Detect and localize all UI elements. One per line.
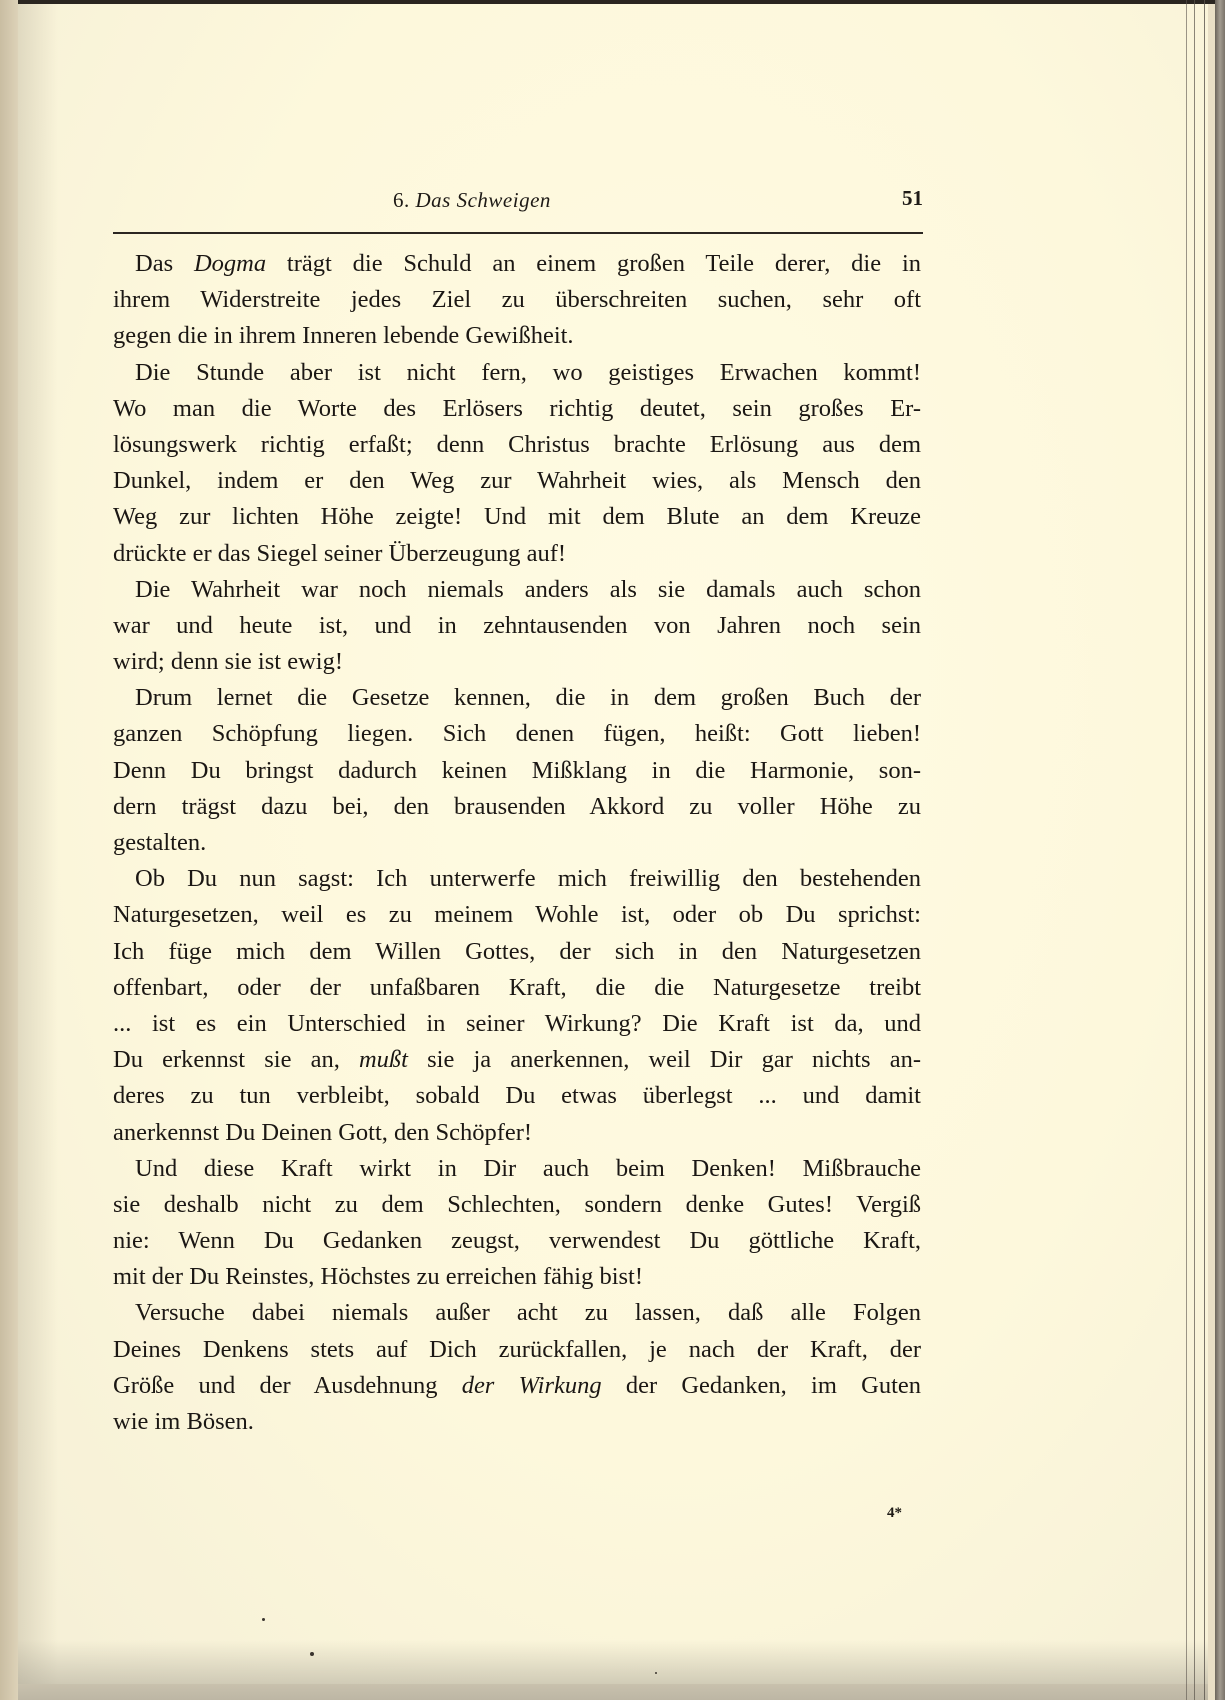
text-run: Die Wahrheit war noch niemals anders als sie damals auch schon xyxy=(135,575,921,603)
page-edges xyxy=(1180,0,1225,1700)
text-run: Denn Du bringst dadurch keinen Mißklang in die Harmonie, son- xyxy=(113,756,921,784)
text-run: Wo man die Worte des Erlösers richtig deutet, sein großes Er- xyxy=(113,394,921,422)
text-line xyxy=(113,355,921,391)
page-number: 51 xyxy=(902,186,923,210)
text-run: Weg zur lichten Höhe zeigte! Und mit dem Blute an dem Kreuze xyxy=(113,503,921,531)
text-line xyxy=(113,1187,921,1223)
text-line xyxy=(113,1259,921,1295)
text-run: dern trägst dazu bei, den brausenden Akkord zu voller Höhe zu xyxy=(113,792,921,820)
text-run: Versuche dabei niemals außer acht zu lassen, daß alle Folgen xyxy=(135,1299,921,1327)
paragraph xyxy=(113,572,921,681)
paragraph xyxy=(113,861,921,1151)
text-line xyxy=(113,861,921,897)
text-line xyxy=(113,282,921,318)
text-run: Ich füge mich dem Willen Gottes, der sich in den Naturgesetzen xyxy=(113,937,921,965)
text-line xyxy=(113,1368,921,1404)
text-line xyxy=(113,463,921,499)
paragraph xyxy=(113,355,921,572)
signature-mark: 4* xyxy=(887,1505,902,1521)
chapter-number: 6. xyxy=(393,188,410,212)
text-run: deres zu tun verbleibt, sobald Du etwas überlegst ... und damit xyxy=(113,1082,921,1110)
text-run: ... ist es ein Unterschied in seiner Wirkung? Die Kraft ist da, und xyxy=(113,1009,921,1037)
page-shadow xyxy=(18,4,58,1684)
emphasis-text: Dogma xyxy=(193,250,267,277)
text-line xyxy=(113,789,921,825)
text-run: Die Stunde aber ist nicht fern, wo geistiges Erwachen kommt! xyxy=(135,358,921,386)
text-run: Und diese Kraft wirkt in Dir auch beim Denken! Mißbrauche xyxy=(135,1154,921,1182)
text-line xyxy=(113,1006,921,1042)
text-run: Größe und der Ausdehnung xyxy=(113,1371,462,1399)
text-line xyxy=(113,716,921,752)
text-line xyxy=(113,572,921,608)
page-shadow-bottom xyxy=(18,1640,1208,1700)
text-run: Drum lernet die Gesetze kennen, die in dem großen Buch der xyxy=(135,684,921,712)
text-run: ganzen Schöpfung liegen. Sich denen fügen, heißt: Gott lieben! xyxy=(113,720,921,748)
text-run: mit der Du Reinstes, Höchstes zu erreichen fähig bist! xyxy=(113,1263,644,1291)
text-run: Deines Denkens stets auf Dich zurückfallen, je nach der Kraft, der xyxy=(113,1335,921,1363)
body-text xyxy=(113,246,921,1440)
text-run: lösungswerk richtig erfaßt; denn Christus brachte Erlösung aus dem xyxy=(113,430,921,458)
text-line xyxy=(113,1042,921,1078)
chapter-title-line xyxy=(393,188,551,213)
text-run: drückte er das Siegel seiner Überzeugung auf! xyxy=(113,539,567,567)
text-run: gegen die in ihrem Inneren lebende Gewißheit. xyxy=(113,322,574,350)
paragraph xyxy=(113,246,921,355)
paragraph xyxy=(113,680,921,861)
text-line xyxy=(113,246,921,282)
header-rule xyxy=(113,232,923,234)
text-run: trägt die Schuld an einem großen Teile derer, die in xyxy=(266,250,922,277)
chapter-title: Das Schweigen xyxy=(415,188,551,212)
text-run: anerkennst Du Deinen Gott, den Schöpfer! xyxy=(113,1118,533,1146)
text-run: gestalten. xyxy=(113,829,207,856)
text-run: nie: Wenn Du Gedanken zeugst, verwendest Du göttliche Kraft, xyxy=(113,1227,921,1255)
text-line xyxy=(113,680,921,716)
emphasis-text: der Wirkung xyxy=(461,1371,602,1399)
text-line xyxy=(113,825,921,861)
text-line xyxy=(113,1078,921,1114)
text-line xyxy=(113,1295,921,1331)
text-line xyxy=(113,499,921,535)
text-run: sie deshalb nicht zu dem Schlechten, sondern denke Gutes! Vergiß xyxy=(113,1190,921,1218)
text-line xyxy=(113,753,921,789)
text-line xyxy=(113,1332,921,1368)
text-line xyxy=(113,934,921,970)
text-run: wie im Bösen. xyxy=(113,1408,254,1435)
running-head xyxy=(113,186,923,220)
text-line xyxy=(113,644,921,680)
paragraph xyxy=(113,1295,921,1440)
text-line xyxy=(113,1115,921,1151)
text-line xyxy=(113,897,921,933)
text-run: Du erkennst sie an, xyxy=(113,1046,359,1074)
text-run: war und heute ist, und in zehntausenden von Jahren noch sein xyxy=(113,611,921,639)
text-line xyxy=(113,391,921,427)
text-line xyxy=(113,318,921,354)
text-line xyxy=(113,536,921,572)
text-run: Naturgesetzen, weil es zu meinem Wohle ist, oder ob Du sprichst: xyxy=(113,901,921,929)
text-line xyxy=(113,1404,921,1440)
text-run: Ob Du nun sagst: Ich unterwerfe mich freiwillig den bestehenden xyxy=(135,865,921,893)
paragraph xyxy=(113,1151,921,1296)
text-line xyxy=(113,1151,921,1187)
text-run: offenbart, oder der unfaßbaren Kraft, die die Naturgesetze treibt xyxy=(113,973,921,1001)
text-run: Das xyxy=(135,250,194,277)
text-run: ihrem Widerstreite jedes Ziel zu überschreiten suchen, sehr oft xyxy=(113,286,921,314)
text-line xyxy=(113,970,921,1006)
text-line xyxy=(113,1223,921,1259)
emphasis-text: mußt xyxy=(358,1046,408,1074)
text-run: wird; denn sie ist ewig! xyxy=(113,648,343,676)
text-run: Dunkel, indem er den Weg zur Wahrheit wies, als Mensch den xyxy=(113,467,921,495)
text-run: der Gedanken, im Guten xyxy=(601,1371,921,1399)
text-line xyxy=(113,608,921,644)
book-gutter xyxy=(0,0,18,1700)
text-run: sie ja anerkennen, weil Dir gar nichts an- xyxy=(407,1046,921,1074)
text-line xyxy=(113,427,921,463)
